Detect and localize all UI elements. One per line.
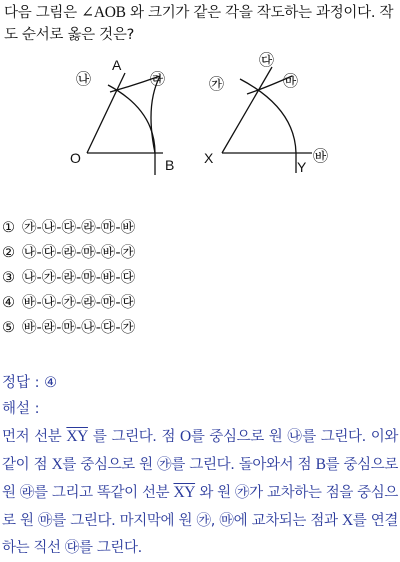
option-number: ⑤ — [2, 320, 15, 336]
option-5[interactable] — [2, 316, 135, 338]
option-number: ① — [2, 220, 15, 236]
expl-part: 먼저 선분 — [2, 429, 67, 445]
question-text-post: 와 크기가 같은 각을 작도하는 과정이다. 작도 순서로 옳은 것은? — [4, 5, 394, 43]
point-o: O — [180, 428, 191, 445]
label-a: A — [112, 57, 122, 73]
option-2[interactable] — [2, 241, 135, 263]
option-sequence: ㉳-㉱-㉲-㉯-㉰-㉮ — [22, 320, 136, 336]
explanation-label: 해설 : — [2, 401, 40, 417]
expl-part: 를 중심으로 원 ㉯를 그린다. 이와 같이 점 — [2, 429, 398, 473]
question-text-pre: 다음 그림은 — [4, 5, 82, 21]
question-angle: ∠AOB — [81, 4, 126, 21]
expl-part: 를 중심으로 원 ㉱를 그리고 똑같이 선분 — [2, 457, 398, 501]
segment-xy-2: $\overline{XY}$ — [173, 484, 196, 501]
label-x: X — [204, 150, 214, 166]
point-x: X — [51, 456, 63, 473]
label-ga: ㉮ — [209, 76, 225, 93]
option-sequence: ㉯-㉰-㉱-㉲-㉳-㉮ — [22, 245, 136, 261]
label-da: ㉰ — [259, 52, 275, 69]
option-4[interactable] — [2, 291, 135, 313]
option-sequence: ㉮-㉯-㉰-㉱-㉲-㉳ — [22, 220, 136, 236]
option-1[interactable] — [2, 216, 135, 238]
point-x-2: X — [342, 512, 353, 529]
label-b: B — [165, 157, 175, 173]
option-sequence: ㉳-㉯-㉮-㉱-㉲-㉰ — [22, 295, 136, 311]
option-number: ④ — [2, 295, 15, 311]
option-number: ③ — [2, 270, 15, 286]
segment-xy: $\overline{XY}$ — [66, 428, 88, 445]
option-3[interactable] — [2, 266, 135, 288]
option-number: ② — [2, 245, 15, 261]
construction-figure — [0, 0, 400, 200]
answer-value: ④ — [44, 375, 58, 391]
explanation-text — [2, 423, 398, 562]
point-b: B — [315, 456, 326, 473]
expl-part: 를 연결하는 직선 ㉰를 그린다. — [2, 513, 399, 556]
expl-part: 와 원 ㉮가 교차하는 점을 중심으로 원 ㉲를 그린다. 마지막에 원 ㉮, ㉲에 교차되는 점과 — [2, 485, 398, 529]
label-na: ㉯ — [76, 71, 92, 88]
ray-xz — [222, 67, 272, 153]
answer-line — [2, 371, 57, 392]
expl-part: 를 그린다. 점 — [87, 429, 181, 445]
ray-oa — [87, 73, 125, 153]
expl-part: 를 중심으로 원 ㉮를 그린다. 돌아와서 점 — [62, 457, 316, 473]
label-y: Y — [297, 159, 307, 175]
label-o: O — [70, 150, 81, 166]
label-ba: ㉳ — [313, 148, 329, 165]
option-sequence: ㉯-㉮-㉱-㉲-㉳-㉰ — [22, 270, 136, 286]
label-ra: ㉱ — [150, 71, 166, 88]
answer-label: 정답 : — [2, 375, 45, 391]
label-ma: ㉲ — [283, 73, 299, 90]
